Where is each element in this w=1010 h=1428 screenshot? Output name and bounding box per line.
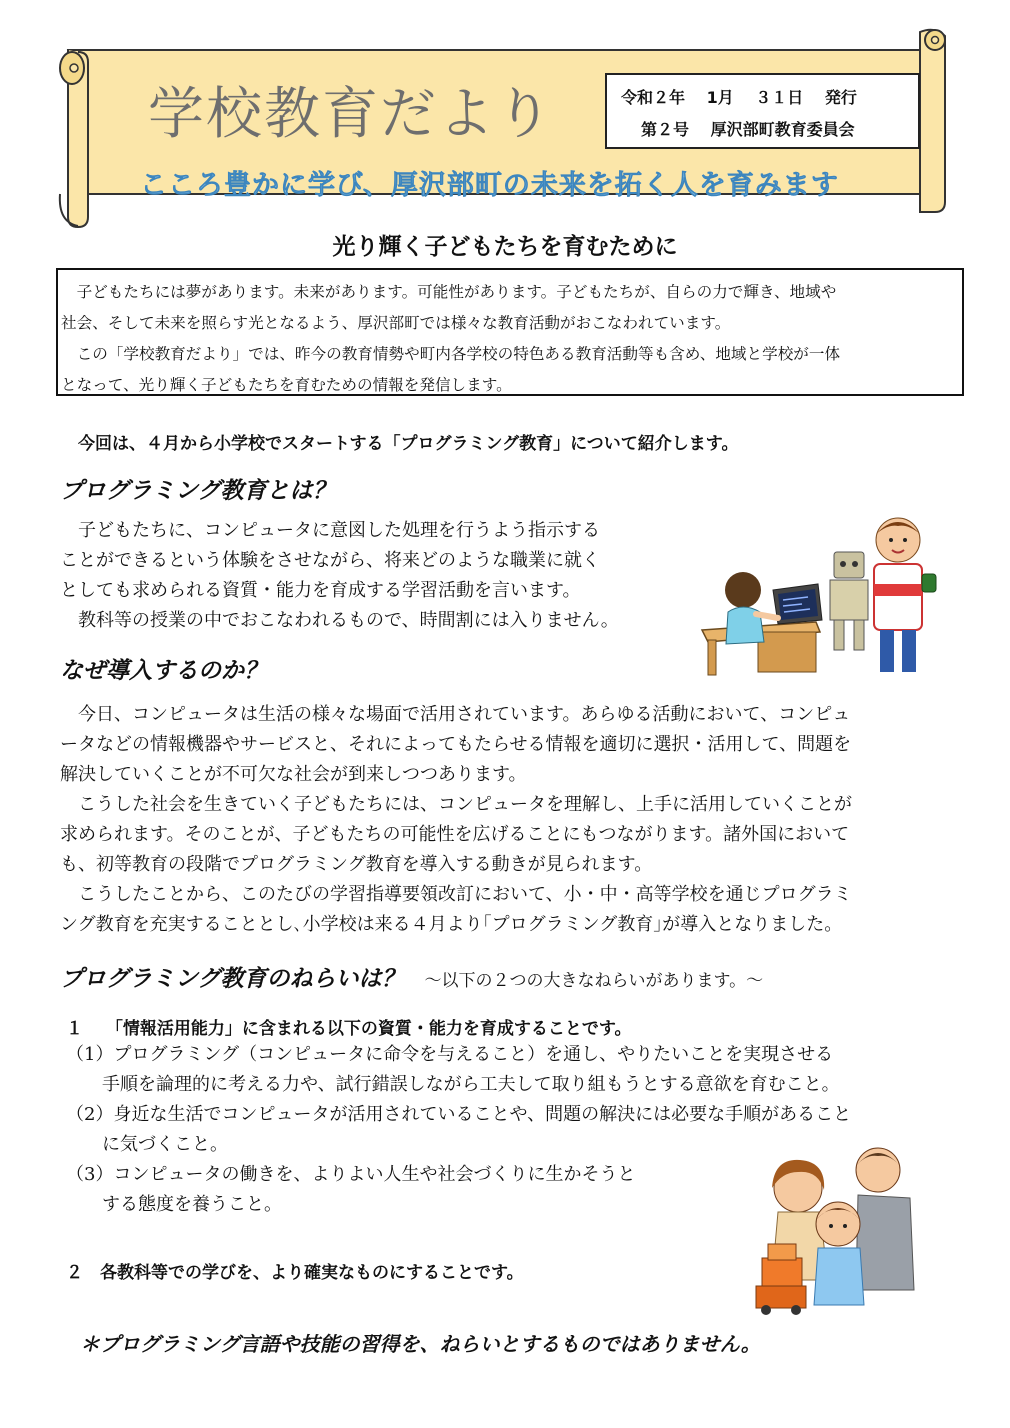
kids-programming-illustration <box>698 512 948 677</box>
family-robot-illustration <box>738 1140 918 1315</box>
text-line: 解決していくことが不可欠な社会が到来しつつあります。 <box>60 764 527 785</box>
text-line: も、初等教育の段階でプログラミング教育を導入する動きが見られます。 <box>60 854 653 875</box>
aim-1: １ 「情報活用能力」に含まれる以下の資質・能力を育成することです。 <box>66 1019 632 1039</box>
main-heading: 光り輝く子どもたちを育むために <box>332 234 678 260</box>
text-line: としても求められる資質・能力を育成する学習活動を言います。 <box>60 580 581 601</box>
section2-heading: なぜ導入するのか？ <box>60 658 267 684</box>
lead-text: 今回は、４月から小学校でスタートする「プログラミング教育」について紹介します。 <box>78 434 739 454</box>
text-line: ング教育を充実することとし､小学校は来る４月より｢プログラミング教育｣が導入となりました。 <box>60 914 843 935</box>
aim-item: 手順を論理的に考える力や、試行錯誤しながら工夫して取り組もうとする意欲を育むこと。 <box>66 1074 840 1095</box>
text-line: 子どもたちに、コンピュータに意図した処理を行うよう指示する <box>60 520 600 541</box>
aim-item: に気づくこと。 <box>66 1134 228 1155</box>
text-line: 求められます。そのことが、子どもたちの可能性を広げることにもつながります。諸外国において <box>60 824 850 845</box>
intro-line: この「学校教育だより」では、昨今の教育情勢や町内各学校の特色ある教育活動等も含め、地域と学校が一体 <box>61 345 841 363</box>
section1-heading: プログラミング教育とは？ <box>60 478 336 504</box>
aim-1-items <box>66 1040 851 1220</box>
aim-2: ２ 各教科等での学びを、より確実なものにすることです。 <box>66 1263 524 1283</box>
text-line: ことができるという体験をさせながら、将来どのような職業に就く <box>60 550 600 571</box>
issue-number: 第２号 厚沢部町教育委員会 <box>641 120 855 139</box>
slogan: こころ豊かに学び、厚沢部町の未来を拓く人を育みます <box>140 170 839 201</box>
section1-text <box>60 516 619 636</box>
intro-line: 社会、そして未来を照らす光となるよう、厚沢部町では様々な教育活動がおこなわれています。 <box>61 314 731 332</box>
aim-item: （2）身近な生活でコンピュータが活用されていることや、問題の解決には必要な手順があること <box>66 1104 852 1125</box>
text-line: こうした社会を生きていく子どもたちには、コンピュータを理解し、上手に活用していくことが <box>60 794 852 815</box>
issue-info-box <box>605 73 920 149</box>
intro-line: 子どもたちには夢があります。未来があります。可能性があります。子どもたちが、自らの力で輝き、地域や <box>61 283 837 301</box>
intro-line: となって、光り輝く子どもたちを育むための情報を発信します。 <box>61 376 512 394</box>
section2-text <box>60 700 852 940</box>
intro-box <box>56 268 964 396</box>
section3-subheading: ～以下の２つの大きなねらいがあります。～ <box>424 971 764 991</box>
intro-text <box>61 277 840 401</box>
aim-item: （1）プログラミング（コンピュータに命令を与えること）を通し、やりたいことを実現させる <box>66 1044 834 1065</box>
footnote: ＊プログラミング言語や技能の習得を、ねらいとするものではありません。 <box>80 1332 761 1356</box>
text-line: 今日、コンピュータは生活の様々な場面で活用されています。あらゆる活動において、コンピュ <box>60 704 851 725</box>
issue-date: 令和２年 1月 ３１日 発行 <box>621 88 857 107</box>
aim-item: （3）コンピュータの働きを、よりよい人生や社会づくりに生かそうと <box>66 1164 636 1185</box>
text-line: 教科等の授業の中でおこなわれるもので、時間割には入りません。 <box>60 610 619 631</box>
newsletter-title: 学校教育だより <box>148 82 554 147</box>
section3-heading <box>60 960 763 993</box>
section3-heading-text: プログラミング教育のねらいは？ <box>60 966 405 992</box>
text-line: こうしたことから、このたびの学習指導要領改訂において、小・中・高等学校を通じプログラミ <box>60 884 852 905</box>
aim-item: する態度を養うこと。 <box>66 1194 282 1215</box>
text-line: ータなどの情報機器やサービスと、それによってもたらせる情報を適切に選択・活用して、問題を <box>60 734 852 755</box>
